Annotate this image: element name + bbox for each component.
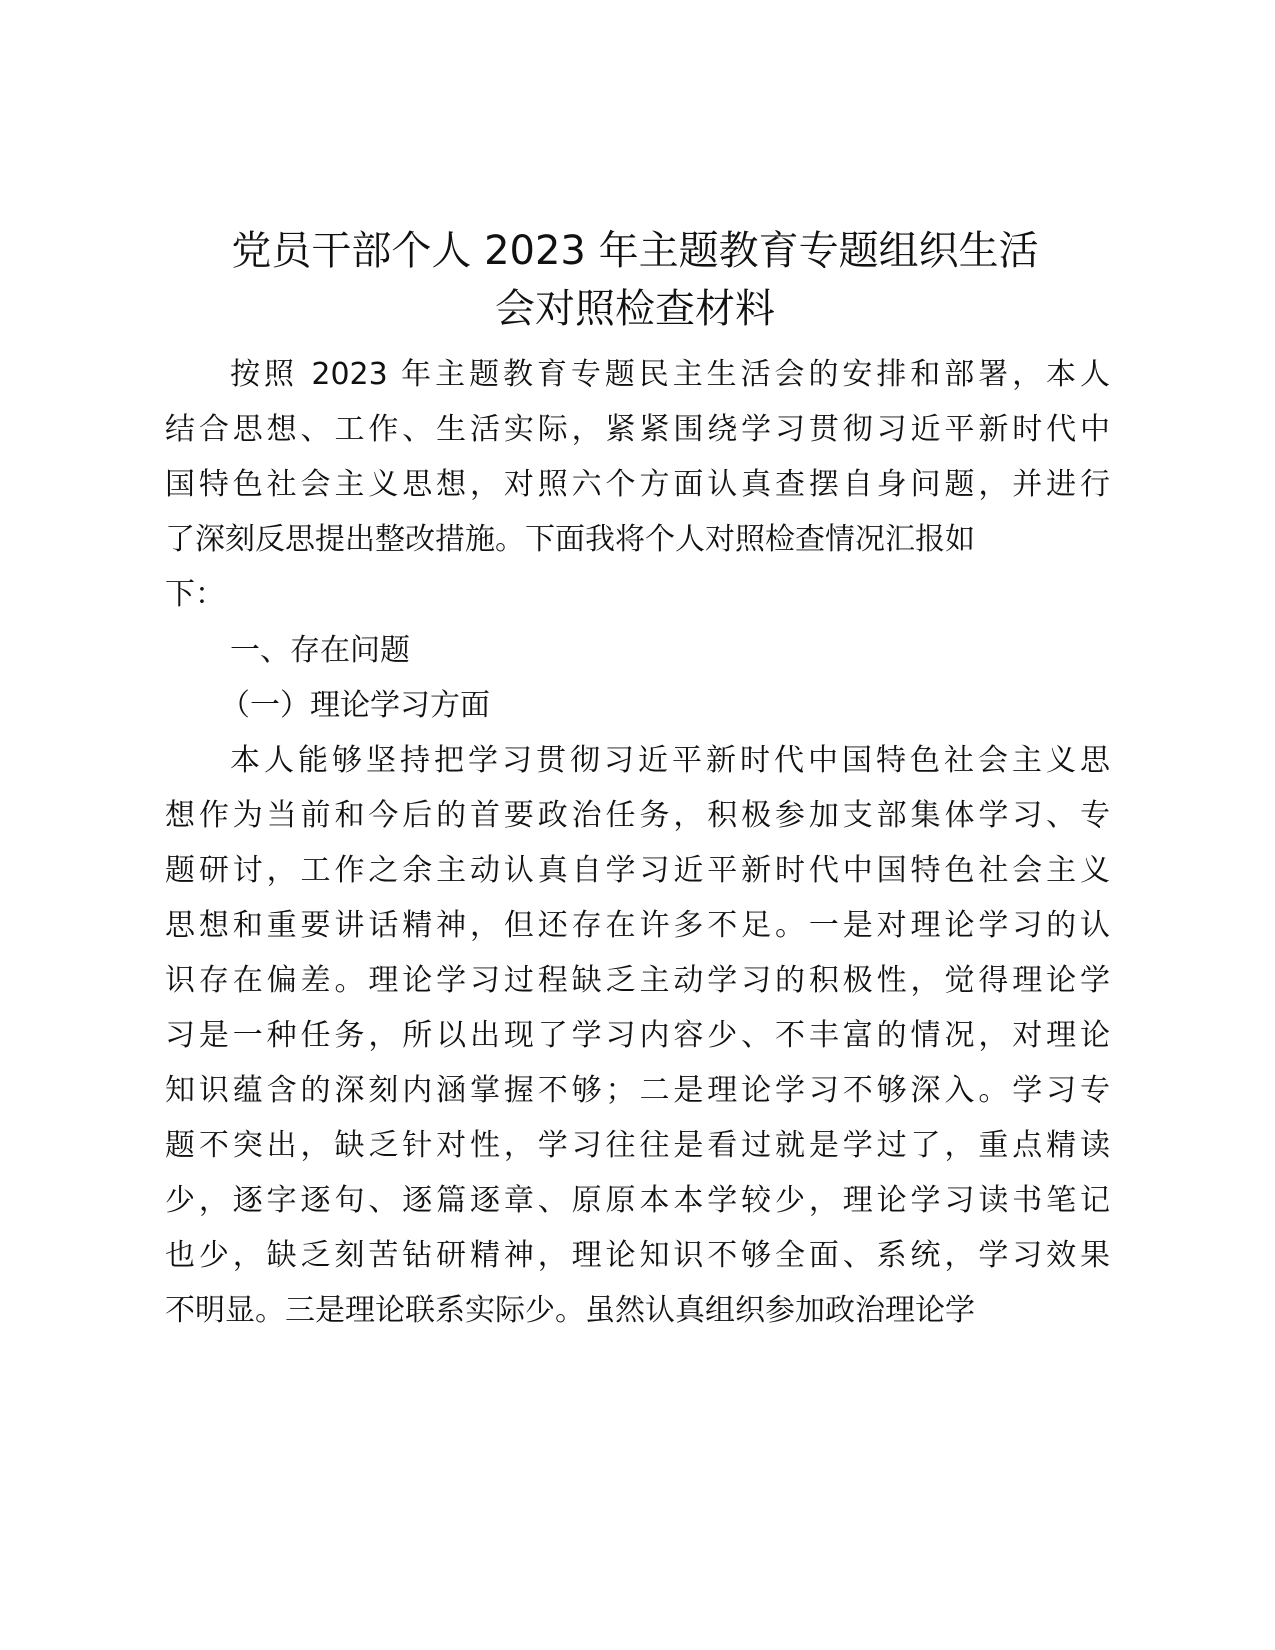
paragraph-line: 题不突出，缺乏针对性，学习往往是看过就是学过了，重点精读: [165, 1128, 1110, 1163]
section-heading-text: 一、存在问题: [230, 633, 410, 668]
paragraph-line: 了深刻反思提出整改措施。下面我将个人对照检查情况汇报如: [165, 522, 975, 557]
title-line: 党员干部个人 2023 年主题教育专题组织生活: [231, 228, 1039, 274]
paragraph-line: 习是一种任务，所以出现了学习内容少、不丰富的情况，对理论: [165, 1018, 1110, 1053]
paragraph-line: 国特色社会主义思想，对照六个方面认真查摆自身问题，并进行: [165, 467, 1110, 502]
document-title: [165, 222, 1105, 338]
paragraph-line: 少，逐字逐句、逐篇逐章、原原本本学较少，理论学习读书笔记: [165, 1183, 1110, 1218]
subsection-heading-text: （一）理论学习方面: [220, 688, 490, 723]
title-line: 会对照检查材料: [495, 286, 775, 332]
paragraph-line: 也少，缺乏刻苦钻研精神，理论知识不够全面、系统，学习效果: [165, 1238, 1110, 1273]
paragraph-line: 思想和重要讲话精神，但还存在许多不足。一是对理论学习的认: [165, 908, 1110, 943]
paragraph-line: 题研讨，工作之余主动认真自学习近平新时代中国特色社会主义: [165, 853, 1110, 888]
paragraph-line: 本人能够坚持把学习贯彻习近平新时代中国特色社会主义思: [230, 743, 1110, 778]
paragraph-line: 下：: [165, 577, 225, 612]
paragraph-line: 不明显。三是理论联系实际少。虽然认真组织参加政治理论学: [165, 1293, 975, 1328]
paragraph-line: 想作为当前和今后的首要政治任务，积极参加支部集体学习、专: [165, 798, 1110, 833]
paragraph-line: 结合思想、工作、生活实际，紧紧围绕学习贯彻习近平新时代中: [165, 412, 1110, 447]
paragraph-line: 识存在偏差。理论学习过程缺乏主动学习的积极性，觉得理论学: [165, 963, 1110, 998]
paragraph-line: 按照 2023 年主题教育专题民主生活会的安排和部署，本人: [230, 357, 1110, 392]
paragraph-line: 知识蕴含的深刻内涵掌握不够；二是理论学习不够深入。学习专: [165, 1073, 1110, 1108]
